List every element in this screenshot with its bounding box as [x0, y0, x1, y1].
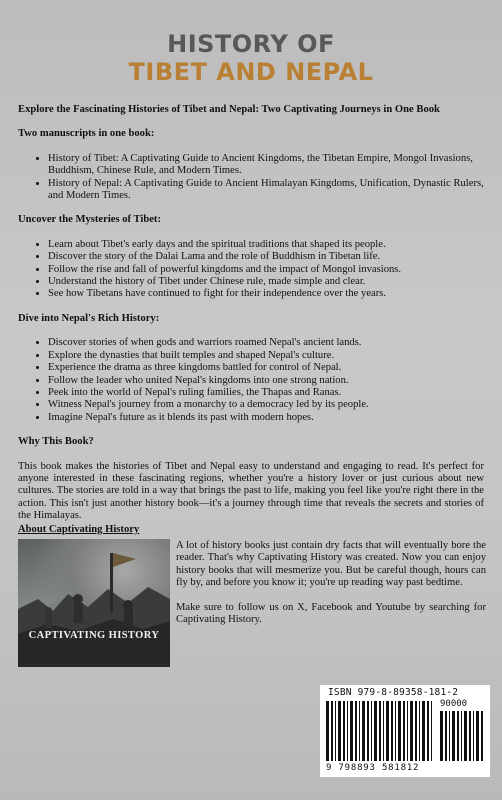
- why-heading: Why This Book?: [18, 436, 94, 448]
- barcode-bar: [355, 701, 357, 761]
- barcode-bar: [362, 701, 365, 761]
- barcode-bar: [403, 701, 405, 761]
- barcode-bar: [410, 701, 413, 761]
- why-text: This book makes the histories of Tibet and Nepal easy to understand and engaging to read. It's perfect for anyone interested in these fascinating regions, whether you're a history lover or just curious about new cultures. The stories are told in a way that brings the past to life, making you feel like you're right there in the action. This isn't just another history book—it's a journey through time that reveals the secrets and stories of the Himalayas.: [18, 460, 484, 522]
- tibet-list: [18, 239, 484, 301]
- barcode-addon-bars: [440, 711, 484, 761]
- barcode-bar: [335, 701, 336, 761]
- title-line-1: HISTORY OF: [167, 30, 335, 58]
- barcode-bar: [367, 701, 369, 761]
- barcode-bar: [427, 701, 429, 761]
- barcode-bar: [476, 711, 479, 761]
- barcode-bar: [407, 701, 408, 761]
- list-item: • Peek into the world of Nepal's ruling families, the Thapas and Ranas.: [48, 387, 484, 399]
- barcode-bar: [452, 711, 455, 761]
- list-item: • See how Tibetans have continued to fight for their independence over the years.: [48, 288, 484, 300]
- barcode-bar: [445, 711, 447, 761]
- barcode-bar: [469, 711, 471, 761]
- tibet-heading: Uncover the Mysteries of Tibet:: [18, 214, 161, 226]
- list-item: • Discover the story of the Dalai Lama and the role of Buddhism in Tibetan life.: [48, 251, 484, 263]
- list-item: • Experience the drama as three kingdoms battled for control of Nepal.: [48, 362, 484, 374]
- barcode-bar: [481, 711, 483, 761]
- list-item: • History of Tibet: A Captivating Guide to Ancient Kingdoms, the Tibetan Empire, Mongol Invasions, Buddhism, Chinese Rule, and Modern Times.: [48, 153, 484, 178]
- barcode-bar: [386, 701, 389, 761]
- barcode-bar: [415, 701, 417, 761]
- list-item: • Follow the rise and fall of powerful kingdoms and the impact of Mongol invasions.: [48, 264, 484, 276]
- isbn-number: ISBN 979-8-89358-181-2: [328, 687, 459, 698]
- barcode-bar: [331, 701, 333, 761]
- barcode-bar: [398, 701, 401, 761]
- barcode-bar: [383, 701, 384, 761]
- barcode-bars: [326, 701, 434, 761]
- barcode-bar: [326, 701, 329, 761]
- barcode-bar: [457, 711, 459, 761]
- publisher-logo-text: CAPTIVATING HISTORY: [28, 630, 160, 641]
- about-paragraph-2: Make sure to follow us on X, Facebook and Youtube by searching for Captivating History.: [176, 601, 486, 626]
- nepal-heading: Dive into Nepal's Rich History:: [18, 312, 160, 324]
- blurb: [18, 104, 484, 535]
- list-item: • Imagine Nepal's future as it blends its past with modern hopes.: [48, 412, 484, 424]
- book-title: [0, 30, 502, 86]
- barcode-bar: [419, 701, 420, 761]
- about-paragraph-1: A lot of history books just contain dry facts that will eventually bore the reader. That's why Captivating History was created. Now you can enjoy history books that will mesmerize you. But be careful though, hours can fly by, and before you know it; you're up reading way past bedtime.: [176, 540, 486, 589]
- nepal-list: [18, 337, 484, 424]
- barcode-bar: [464, 711, 467, 761]
- barcode-bar: [473, 711, 474, 761]
- list-item: • Witness Nepal's journey from a monarchy to a democracy led by its people.: [48, 399, 484, 411]
- barcode-bar: [374, 701, 377, 761]
- barcode-bar: [391, 701, 393, 761]
- list-item: • Follow the leader who united Nepal's kingdoms into one strong nation.: [48, 375, 484, 387]
- barcode-bar: [359, 701, 360, 761]
- about-text: [176, 540, 486, 638]
- manuscripts-list: [18, 153, 484, 203]
- barcode-bar: [347, 701, 348, 761]
- barcode-bar: [343, 701, 345, 761]
- barcode-bar: [395, 701, 396, 761]
- about-heading: About Captivating History: [18, 524, 140, 535]
- barcode-bar: [422, 701, 425, 761]
- barcode-number: 9 798893 581812: [326, 763, 420, 773]
- intro-heading: Explore the Fascinating Histories of Tibet and Nepal: Two Captivating Journeys in One Book: [18, 104, 440, 115]
- barcode-box: [320, 685, 490, 777]
- list-item: • Explore the dynasties that built temples and shaped Nepal's culture.: [48, 350, 484, 362]
- barcode-bar: [440, 711, 443, 761]
- battle-scene-illustration: [18, 539, 170, 667]
- barcode-bar: [379, 701, 381, 761]
- barcode-bar: [449, 711, 450, 761]
- list-item: • Learn about Tibet's early days and the spiritual traditions that shaped its people.: [48, 239, 484, 251]
- list-item: • History of Nepal: A Captivating Guide to Ancient Himalayan Kingdoms, Unification, Dynastic Rulers, and Modern Times.: [48, 178, 484, 203]
- barcode-bar: [338, 701, 341, 761]
- list-item: • Understand the history of Tibet under Chinese rule, made simple and clear.: [48, 276, 484, 288]
- barcode-addon-number: 90000: [440, 699, 468, 709]
- publisher-illustration: [18, 539, 170, 667]
- barcode-bar: [461, 711, 462, 761]
- barcode-bar: [371, 701, 372, 761]
- manuscripts-heading: Two manuscripts in one book:: [18, 128, 155, 140]
- barcode-bar: [350, 701, 353, 761]
- barcode-bar: [431, 701, 432, 761]
- title-line-2: TIBET AND NEPAL: [128, 58, 374, 86]
- list-item: • Discover stories of when gods and warriors roamed Nepal's ancient lands.: [48, 337, 484, 349]
